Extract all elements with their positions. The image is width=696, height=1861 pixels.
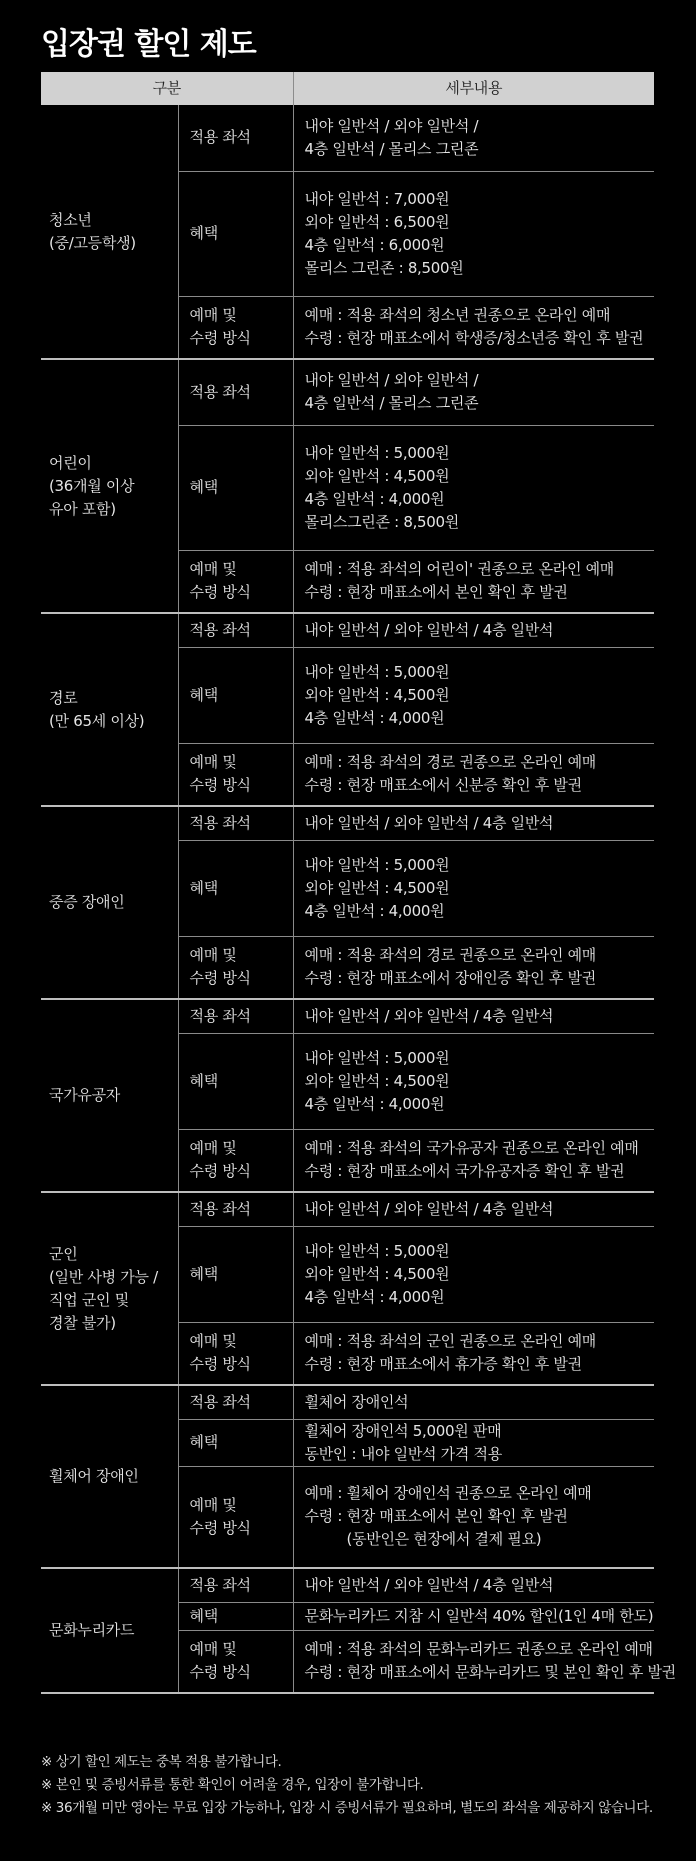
row-label-cell: [178, 840, 293, 936]
row-detail-line: 외야 일반석 : 4,500원: [304, 685, 450, 704]
row-detail-line: 내야 일반석 : 5,000원: [304, 662, 450, 681]
row-label-line: 혜택: [189, 1071, 218, 1090]
row-label-line: 수령 방식: [189, 1355, 251, 1374]
group-name-cell: [41, 1192, 178, 1385]
group-name-line: (일반 사병 가능 /: [49, 1267, 158, 1286]
group-name-line: 중증 장애인: [49, 893, 125, 911]
row-detail-line: 내야 일반석 / 외야 일반석 / 4층 일반석: [304, 813, 554, 832]
row-label-line: 예매 및: [189, 1332, 237, 1351]
row-label-cell: [178, 550, 293, 613]
table-header-row: [41, 72, 654, 105]
row-detail-cell: [293, 1419, 654, 1466]
row-detail-line: 4층 일반석 : 4,000원: [304, 1094, 445, 1113]
row-detail-line: 내야 일반석 / 외야 일반석 / 4층 일반석: [304, 620, 554, 639]
row-label-line: 수령 방식: [189, 1518, 251, 1537]
table-row: [41, 999, 654, 1033]
row-detail-line: 4층 일반석 : 6,000원: [304, 235, 445, 254]
row-label-line: 적용 좌석: [189, 1392, 251, 1411]
row-label-line: 적용 좌석: [189, 382, 251, 401]
row-detail-cell: [293, 296, 654, 359]
group-name-line: 휠체어 장애인: [49, 1467, 139, 1485]
row-label-cell: [178, 425, 293, 550]
row-detail-line: 수령 : 현장 매표소에서 학생증/청소년증 확인 후 발권: [304, 329, 644, 348]
row-label-cell: [178, 1385, 293, 1419]
row-label-line: 예매 및: [189, 560, 237, 579]
row-detail-cell: [293, 1226, 654, 1322]
group-name-line: 문화누리카드: [49, 1621, 135, 1639]
row-detail-cell: [293, 550, 654, 613]
row-label-line: 적용 좌석: [189, 1575, 251, 1594]
row-label-line: 수령 방식: [189, 583, 251, 602]
row-label-line: 혜택: [189, 685, 218, 704]
row-label-cell: [178, 1033, 293, 1129]
row-detail-line: 예매 : 적용 좌석의 국가유공자 권종으로 온라인 예매: [304, 1139, 639, 1158]
row-label-line: 적용 좌석: [189, 128, 251, 147]
row-detail-cell: [293, 1568, 654, 1602]
table-row: [41, 105, 654, 171]
row-detail-line: 수령 : 현장 매표소에서 휴가증 확인 후 발권: [304, 1355, 582, 1374]
row-detail-cell: [293, 613, 654, 647]
row-detail-line: 외야 일반석 : 4,500원: [304, 1264, 450, 1283]
row-detail-cell: [293, 936, 654, 999]
group-name-line: 군인: [49, 1244, 78, 1263]
row-detail-line: 수령 : 현장 매표소에서 본인 확인 후 발권: [304, 1507, 568, 1526]
row-detail-line: 내야 일반석 / 외야 일반석 /: [304, 371, 479, 390]
row-label-line: 예매 및: [189, 1640, 237, 1659]
row-detail-line: 문화누리카드 지참 시 일반석 40% 할인(1인 4매 한도): [304, 1606, 654, 1625]
group-name-line: 경찰 불가): [49, 1313, 116, 1332]
row-label-line: 혜택: [189, 878, 218, 897]
row-detail-line: 4층 일반석 : 4,000원: [304, 901, 445, 920]
row-label-line: 적용 좌석: [189, 1199, 251, 1218]
row-label-cell: [178, 359, 293, 425]
row-label-cell: [178, 1602, 293, 1630]
notes: [41, 1751, 671, 1820]
row-label-line: 수령 방식: [189, 329, 251, 348]
note-line: ※ 상기 할인 제도는 중복 적용 불가합니다.: [41, 1754, 282, 1770]
row-detail-cell: [293, 1385, 654, 1419]
row-detail-line: 내야 일반석 : 5,000원: [304, 443, 450, 462]
row-detail-line: 4층 일반석 : 4,000원: [304, 1287, 445, 1306]
page-title: 입장권 할인 제도: [41, 27, 256, 62]
row-label-line: 예매 및: [189, 1495, 237, 1514]
row-detail-line: 4층 일반석 : 4,000원: [304, 489, 445, 508]
row-label-line: 적용 좌석: [189, 620, 251, 639]
row-detail-line: 몰리스그린존 : 8,500원: [304, 512, 459, 531]
row-detail-line: 외야 일반석 : 4,500원: [304, 466, 450, 485]
row-detail-line: 내야 일반석 / 외야 일반석 /: [304, 116, 479, 135]
discount-table: [41, 72, 676, 1694]
row-label-line: 혜택: [189, 1264, 218, 1283]
row-label-cell: [178, 743, 293, 806]
group-name-cell: [41, 1568, 178, 1693]
row-label-line: 수령 방식: [189, 1162, 251, 1181]
group-name-line: 청소년: [49, 210, 92, 229]
row-label-line: 수령 방식: [189, 776, 251, 795]
row-detail-cell: [293, 1322, 654, 1385]
row-label-cell: [178, 1192, 293, 1226]
row-label-cell: [178, 1568, 293, 1602]
table-row: [41, 359, 654, 425]
row-label-line: 예매 및: [189, 306, 237, 325]
row-detail-line: 외야 일반석 : 6,500원: [304, 212, 450, 231]
row-detail-cell: [293, 1630, 676, 1693]
row-detail-cell: [293, 105, 654, 171]
row-label-cell: [178, 1129, 293, 1192]
row-detail-cell: [293, 1033, 654, 1129]
row-detail-cell: [293, 743, 654, 806]
row-detail-cell: [293, 999, 654, 1033]
row-detail-line: 휠체어 장애인석: [304, 1392, 409, 1411]
row-detail-line: 예매 : 적용 좌석의 군인 권종으로 온라인 예매: [304, 1332, 596, 1351]
row-label-cell: [178, 806, 293, 840]
header-category: 구분: [41, 72, 293, 105]
row-detail-cell: [293, 806, 654, 840]
row-detail-line: 휠체어 장애인석 5,000원 판매: [304, 1421, 502, 1440]
group-name-line: (만 65세 이상): [49, 711, 145, 730]
row-detail-line: 내야 일반석 : 5,000원: [304, 1048, 450, 1067]
row-detail-cell: [293, 1466, 654, 1568]
row-detail-line: 수령 : 현장 매표소에서 문화누리카드 및 본인 확인 후 발권: [304, 1663, 676, 1682]
group-name-cell: [41, 359, 178, 613]
row-label-line: 적용 좌석: [189, 1006, 251, 1025]
group-name-line: 유아 포함): [49, 499, 116, 518]
row-label-line: 예매 및: [189, 946, 237, 965]
group-name-cell: [41, 999, 178, 1192]
group-name-line: 어린이: [49, 453, 92, 472]
group-name-cell: [41, 806, 178, 999]
row-detail-line: 수령 : 현장 매표소에서 장애인증 확인 후 발권: [304, 969, 596, 988]
table-row: [41, 613, 654, 647]
note-line: ※ 36개월 미만 영아는 무료 입장 가능하나, 입장 시 증빙서류가 필요하며, 별도의 좌석을 제공하지 않습니다.: [41, 1800, 653, 1816]
row-detail-line: 수령 : 현장 매표소에서 신분증 확인 후 발권: [304, 776, 582, 795]
row-label-cell: [178, 1419, 293, 1466]
row-detail-line: 동반인 : 내야 일반석 가격 적용: [304, 1444, 502, 1463]
row-detail-cell: [293, 840, 654, 936]
row-label-cell: [178, 1226, 293, 1322]
row-detail-line: 4층 일반석 : 4,000원: [304, 708, 445, 727]
row-detail-cell: [293, 1192, 654, 1226]
row-detail-cell: [293, 1129, 654, 1192]
row-detail-line: 내야 일반석 : 5,000원: [304, 1241, 450, 1260]
table-row: [41, 1192, 654, 1226]
row-detail-cell: [293, 171, 654, 296]
row-label-line: 혜택: [189, 478, 218, 496]
row-label-line: 혜택: [189, 1606, 218, 1625]
row-detail-line: (동반인은 현장에서 결제 필요): [346, 1530, 542, 1549]
group-name-cell: [41, 105, 178, 359]
row-detail-line: 예매 : 휠체어 장애인석 권종으로 온라인 예매: [304, 1484, 592, 1503]
row-label-cell: [178, 999, 293, 1033]
row-label-cell: [178, 613, 293, 647]
row-label-cell: [178, 296, 293, 359]
row-detail-line: 예매 : 적용 좌석의 어린이' 권종으로 온라인 예매: [304, 560, 614, 579]
row-detail-line: 예매 : 적용 좌석의 청소년 권종으로 온라인 예매: [304, 306, 611, 325]
row-detail-cell: [293, 1602, 654, 1630]
row-detail-line: 내야 일반석 / 외야 일반석 / 4층 일반석: [304, 1199, 554, 1218]
row-label-cell: [178, 105, 293, 171]
row-detail-line: 외야 일반석 : 4,500원: [304, 878, 450, 897]
row-label-cell: [178, 1322, 293, 1385]
row-detail-line: 수령 : 현장 매표소에서 본인 확인 후 발권: [304, 583, 568, 602]
row-label-line: 혜택: [189, 224, 218, 242]
row-detail-line: 내야 일반석 / 외야 일반석 / 4층 일반석: [304, 1006, 554, 1025]
row-detail-line: 외야 일반석 : 4,500원: [304, 1071, 450, 1090]
group-name-line: 경로: [49, 688, 78, 707]
row-detail-line: 몰리스 그린존 : 8,500원: [304, 258, 464, 277]
row-label-cell: [178, 647, 293, 743]
group-name-cell: [41, 613, 178, 806]
row-label-line: 수령 방식: [189, 1663, 251, 1682]
row-detail-line: 내야 일반석 / 외야 일반석 / 4층 일반석: [304, 1575, 554, 1594]
group-name-line: (중/고등학생): [49, 233, 136, 252]
table-row: [41, 1568, 654, 1602]
row-detail-cell: [293, 425, 654, 550]
header-details: 세부내용: [293, 72, 654, 105]
row-label-cell: [178, 1630, 293, 1693]
row-detail-line: 수령 : 현장 매표소에서 국가유공자증 확인 후 발권: [304, 1162, 625, 1181]
row-label-line: 예매 및: [189, 1139, 237, 1158]
row-label-line: 예매 및: [189, 753, 237, 772]
row-detail-line: 내야 일반석 : 7,000원: [304, 189, 450, 208]
row-detail-cell: [293, 359, 654, 425]
row-label-cell: [178, 1466, 293, 1568]
row-detail-line: 4층 일반석 / 몰리스 그린존: [304, 139, 479, 158]
table-row: [41, 806, 654, 840]
group-name-line: (36개월 이상: [49, 476, 135, 495]
note-line: ※ 본인 및 증빙서류를 통한 확인이 어려울 경우, 입장이 불가합니다.: [41, 1777, 424, 1793]
row-label-line: 적용 좌석: [189, 813, 251, 832]
row-label-line: 혜택: [189, 1433, 218, 1451]
group-name-line: 직업 군인 및: [49, 1290, 129, 1309]
table-body: [41, 105, 676, 1693]
row-detail-cell: [293, 647, 654, 743]
row-detail-line: 내야 일반석 : 5,000원: [304, 855, 450, 874]
row-label-line: 수령 방식: [189, 969, 251, 988]
row-detail-line: 4층 일반석 / 몰리스 그린존: [304, 394, 479, 413]
row-detail-line: 예매 : 적용 좌석의 경로 권종으로 온라인 예매: [304, 753, 596, 772]
row-detail-line: 예매 : 적용 좌석의 문화누리카드 권종으로 온라인 예매: [304, 1640, 653, 1659]
row-label-cell: [178, 936, 293, 999]
group-name-line: 국가유공자: [49, 1086, 120, 1104]
row-detail-line: 예매 : 적용 좌석의 경로 권종으로 온라인 예매: [304, 946, 596, 965]
table-row: [41, 1385, 654, 1419]
group-name-cell: [41, 1385, 178, 1568]
row-label-cell: [178, 171, 293, 296]
